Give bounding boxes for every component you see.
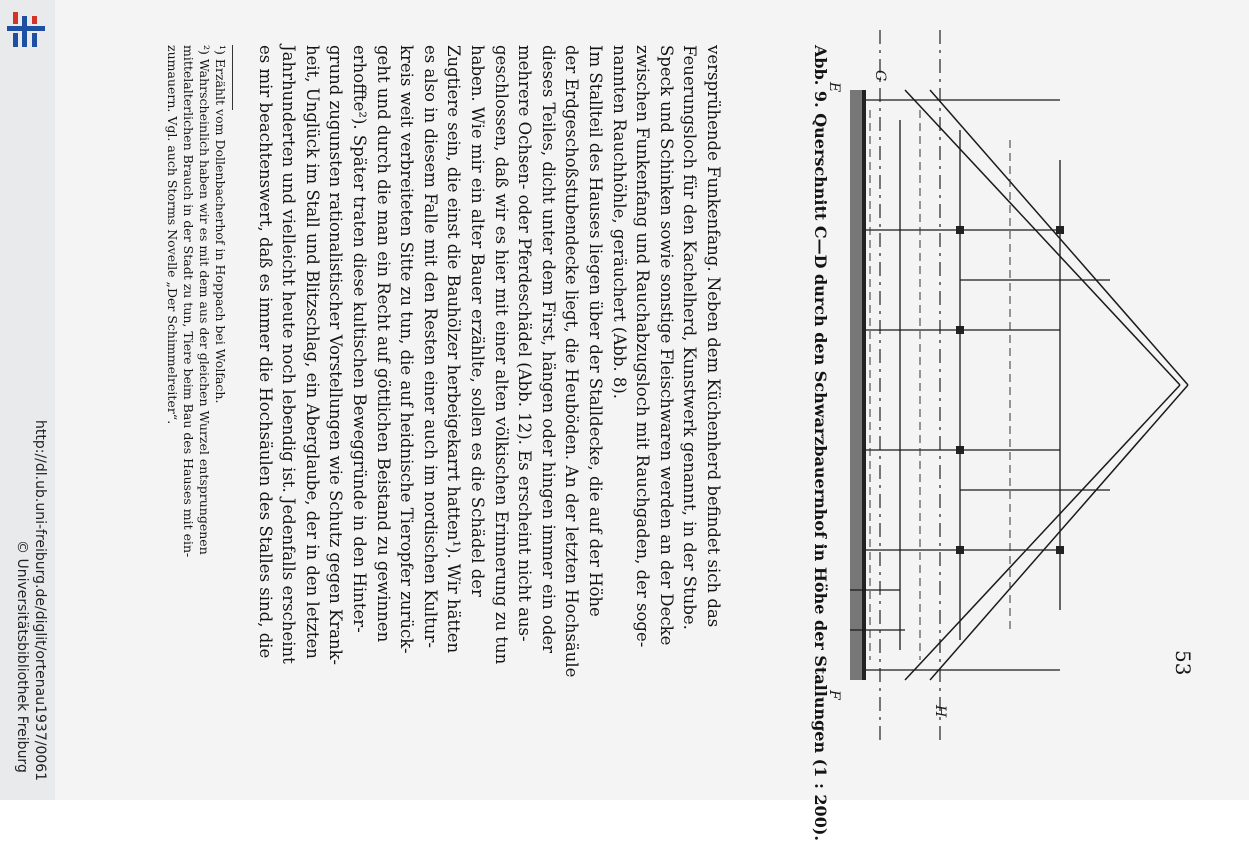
text-line: geschlossen, daß wir es hier mit einer alten völkischen Erinnerung zu tun [491,45,511,665]
page-number: 53 [1171,650,1195,676]
text-line: Zugtiere sein, die einst die Bauhölzer herbeigekarrt hatten¹). Wir hätten [444,45,464,654]
text-line: es also in diesem Falle mit den Resten einer auch im nordischen Kultur- [420,45,440,648]
viewer-sidebar [0,0,55,800]
watermark-url: http://dl.ub.uni-freiburg.de/diglit/ortenau1937/0061 [32,420,48,782]
library-logo-icon [5,8,47,50]
figure-caption: Abb. 9. Querschnitt C—D durch den Schwarzbauernhof in Höhe der Stallungen (1 : 200). [811,45,830,841]
text-line: heit, Unglück im Stall und Blitzschlag, ein Aberglaube, der in den letzten [302,45,322,659]
scanned-page [55,0,1249,841]
label-g: G [872,70,888,82]
text-line: grund zugunsten rationalistischer Vorstellungen wie Schutz gegen Krank- [326,45,346,665]
label-e: E [826,82,842,93]
text-line: haben. Wie mir ein alter Bauer erzählte, sollen es die Schädel der [468,45,487,597]
text-line: erhoffte²). Später traten diese kultischen Beweggründe in den Hinter- [350,45,369,633]
footnote-line: mittelalterlichen Brauch in der Stadt zu tun, Tiere beim Bau des Hauses mit ein- [181,45,196,558]
footnote-line: ¹) Erzählt vom Dollenbacherhof in Hoppach bei Wolfach. [213,45,228,404]
watermark-copyright: © Universitätsbibliothek Freiburg [14,540,30,773]
footnote-line: zumauern. Vgl. auch Storms Novelle „Der Schimmelreiter“. [165,45,180,425]
text-line: versprühende Funkenfang. Neben dem Küchenherd befindet sich das [704,45,723,628]
footnote-line: ²) Wahrscheinlich haben wir es mit dem aus der gleichen Wurzel entsprungenen [197,45,212,555]
text-line: geht und durch die man ein Recht auf göttlichen Beistand zu gewinnen [373,45,393,643]
text-line: zwischen Funkenfang und Rauchabzugsloch mit Rauchgaden, der soge- [633,45,653,648]
text-line: nannten Rauchhöhle, geräuchert (Abb. 8). [609,45,629,400]
text-line: Speck und Schinken sowie sonstige Fleischwaren werden an der Decke [656,45,676,646]
text-line: kreis weit verbreiteten Sitte zu tun, die auf heidnische Tieropfer zurück- [397,45,417,654]
label-h: H [932,705,948,718]
text-line: der Erdgeschoßstubendecke liegt, die Heuböden. An der letzten Hochsäule [562,45,582,678]
text-line: dieses Teiles, dicht unter dem First, hängen oder hingen immer ein oder [538,45,558,654]
text-line: Feuerungsloch für den Kachelherd, Kunstwerk genannt, in der Stube. [680,45,700,630]
label-f: F [826,690,842,700]
text-line: mehrere Ochsen- oder Pferdeschädel (Abb. 12). Es erscheint nicht aus- [515,45,535,642]
text-line: Jahrhunderten und vielleicht heute noch lebendig ist. Jedenfalls erscheint [279,45,299,664]
cross-section-diagram [810,30,1220,740]
footnote-rule [232,45,233,110]
text-line: Im Stallteil des Hauses liegen über der Stalldecke, die auf der Höhe [586,45,605,617]
text-line: es mir beachtenswert, daß es immer die Hochsäulen des Stalles sind, die [255,45,275,659]
